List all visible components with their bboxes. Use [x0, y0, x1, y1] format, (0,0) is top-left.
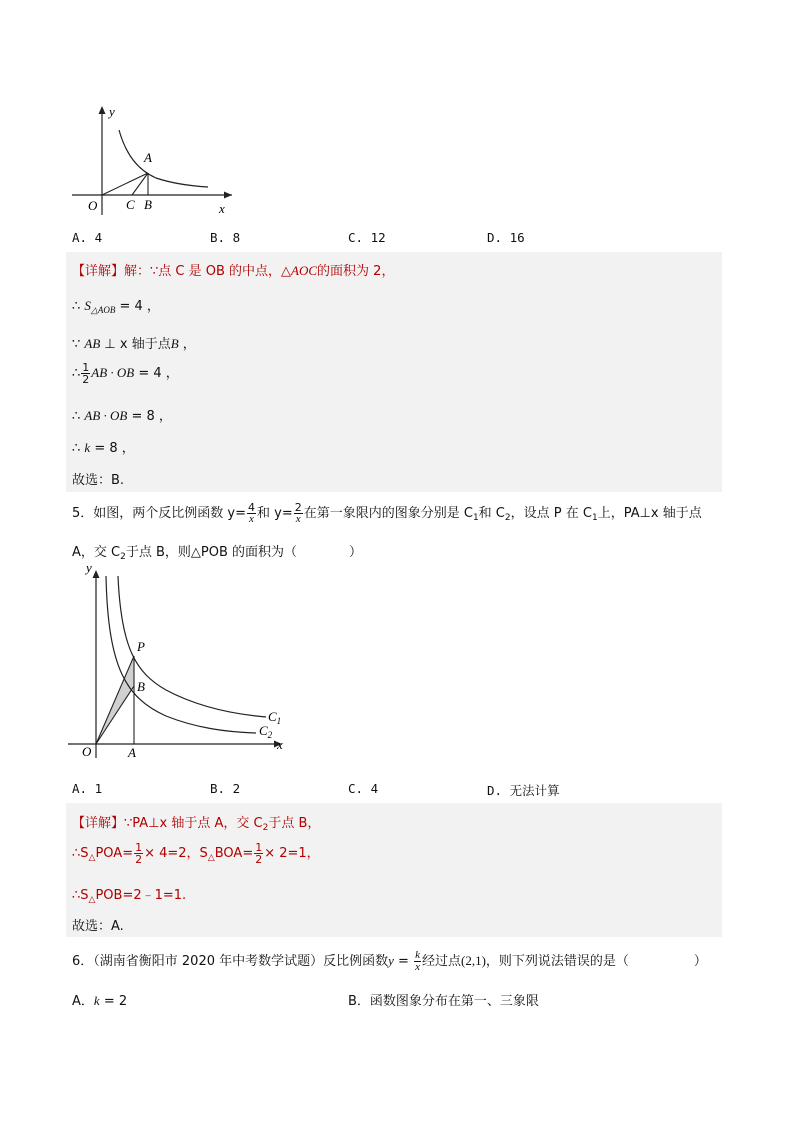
q6-option-a: A．k = 2 [72, 993, 128, 1009]
detail-tag: 【详解】 [72, 816, 125, 831]
q4-solution-line-5: ∴ AB · OB = 8 ， [72, 408, 172, 424]
label-c2: $C_2$ [259, 723, 273, 740]
label-y: y [109, 104, 115, 119]
label-o: O [82, 744, 92, 759]
hyperbola-curve [119, 130, 208, 187]
label-a: A [128, 745, 136, 760]
q4-solution-line-7: 故选：B. [72, 473, 125, 488]
q6-question: 6．（湖南省衡阳市 2020 年中考数学试题）反比例函数y = $\frac{k}{x}$ 经过点(2,1)，则下列说法错误的是（ ） [72, 949, 707, 973]
q5-question-line-2: A，交 $C_2$于点 B，则△POB 的面积为（ ） [72, 545, 363, 562]
q4-solution-line-1: 【详解】解：∵点 C 是 OB 的中点，△AOC的面积为 2， [72, 263, 395, 279]
q4-solution-line-6: ∴ k = 8 ， [72, 440, 135, 456]
curve-c2 [106, 576, 256, 733]
q5-solution-line-2: $\therefore S_\triangle POA=$ $\frac{1}{2}$ × 4=2，$S_\triangle BOA=$ $\frac{1}{2}$ × 2=1， [72, 841, 320, 866]
fraction-half: $\frac{1}{2}$ [82, 361, 90, 386]
q5-option-a: A. 1 [72, 781, 103, 796]
q4-solution-line-4: ∴ $\frac{1}{2}$ AB · OB = 4 ， [72, 361, 179, 386]
q4-option-d: D. 16 [487, 230, 525, 245]
x-axis-arrow [224, 192, 232, 199]
q5-solution-line-4: 故选：A. [72, 919, 124, 934]
detail-tag: 【详解】 [72, 264, 125, 279]
figure-2-graph [66, 558, 296, 764]
y-axis-arrow [99, 106, 106, 114]
q4-solution-line-2: ∴ $S_{\triangle AOB} = 4$ ， [72, 298, 160, 315]
label-x: x [277, 737, 283, 752]
q5-option-d: D. 无法计算 [487, 783, 560, 798]
q5-question-line-1: 5．如图，两个反比例函数 y= $\frac{4}{x}$ 和 y= $\frac{2}{x}$ 在第一象限内的图象分别是 $C_1$和 $C_2$，设点 P 在 $C_1$上，PA⊥x 轴于点 [72, 501, 702, 525]
y-axis-arrow [93, 570, 100, 578]
segment-op [96, 656, 134, 744]
label-o: O [88, 198, 98, 213]
segment-oa [102, 173, 148, 195]
label-b: B [144, 197, 152, 212]
label-c: C [126, 197, 135, 212]
q5-solution-line-1: 【详解】∵PA⊥x 轴于点 A，交 $C_2$于点 B， [72, 816, 321, 833]
q4-option-a: A. 4 [72, 230, 103, 245]
q5-option-b: B. 2 [210, 781, 241, 796]
label-b: B [137, 679, 145, 694]
label-a: A [144, 150, 152, 165]
label-c1: $C_1$ [268, 709, 282, 726]
figure-1-graph [66, 100, 246, 220]
q4-option-b: B. 8 [210, 230, 241, 245]
q6-option-b: B．函数图象分布在第一、三象限 [348, 994, 539, 1009]
q4-option-c: C. 12 [348, 230, 386, 245]
q5-option-c: C. 4 [348, 781, 379, 796]
label-x: x [219, 201, 225, 216]
label-p: P [137, 639, 145, 654]
label-y: y [86, 560, 92, 575]
segment-ob [96, 686, 134, 744]
q5-solution-line-3: $\therefore S_\triangle POB=2﹣1=1$. [72, 888, 187, 905]
q4-solution-line-3: ∵ AB ⊥ x 轴于点B ， [72, 336, 196, 352]
